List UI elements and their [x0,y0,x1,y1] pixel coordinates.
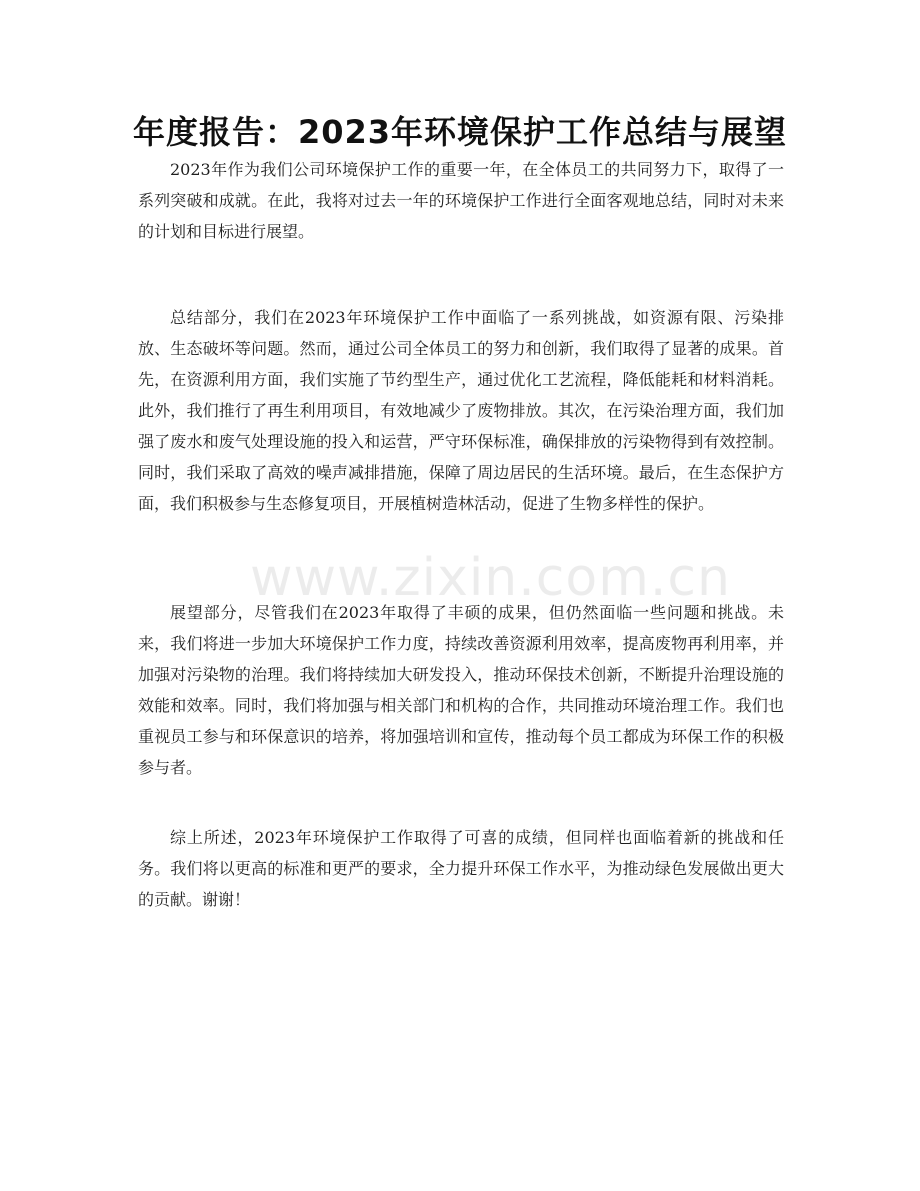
paragraph-summary: 总结部分，我们在2023年环境保护工作中面临了一系列挑战，如资源有限、污染排放、生态破坏等问题。然而，通过公司全体员工的努力和创新，我们取得了显著的成果。首先，在资源利用方面，我们实施了节约型生产，通过优化工艺流程，降低能耗和材料消耗。此外，我们推行了再生利用项目，有效地减少了废物排放。其次，在污染治理方面，我们加强了废水和废气处理设施的投入和运营，严守环保标准，确保排放的污染物得到有效控制。同时，我们采取了高效的噪声减排措施，保障了周边居民的生活环境。最后，在生态保护方面，我们积极参与生态修复项目，开展植树造林活动，促进了生物多样性的保护。 [138,308,784,513]
page-title: 年度报告：2023年环境保护工作总结与展望 [132,113,788,151]
paragraph-intro: 2023年作为我们公司环境保护工作的重要一年，在全体员工的共同努力下，取得了一系列突破和成就。在此，我将对过去一年的环境保护工作进行全面客观地总结，同时对未来的计划和目标进行展望。 [138,160,784,241]
paragraph-conclusion: 综上所述，2023年环境保护工作取得了可喜的成绩，但同样也面临着新的挑战和任务。我们将以更高的标准和更严的要求，全力提升环保工作水平，为推动绿色发展做出更大的贡献。谢谢！ [138,828,784,909]
watermark: www.zixin.com.cn [250,548,731,608]
paragraph-outlook: 展望部分，尽管我们在2023年取得了丰硕的成果，但仍然面临一些问题和挑战。未来，我们将进一步加大环境保护工作力度，持续改善资源利用效率，提高废物再利用率，并加强对污染物的治理。我们将持续加大研发投入，推动环保技术创新，不断提升治理设施的效能和效率。同时，我们将加强与相关部门和机构的合作，共同推动环境治理工作。我们也重视员工参与和环保意识的培养，将加强培训和宣传，推动每个员工都成为环保工作的积极参与者。 [138,603,784,777]
